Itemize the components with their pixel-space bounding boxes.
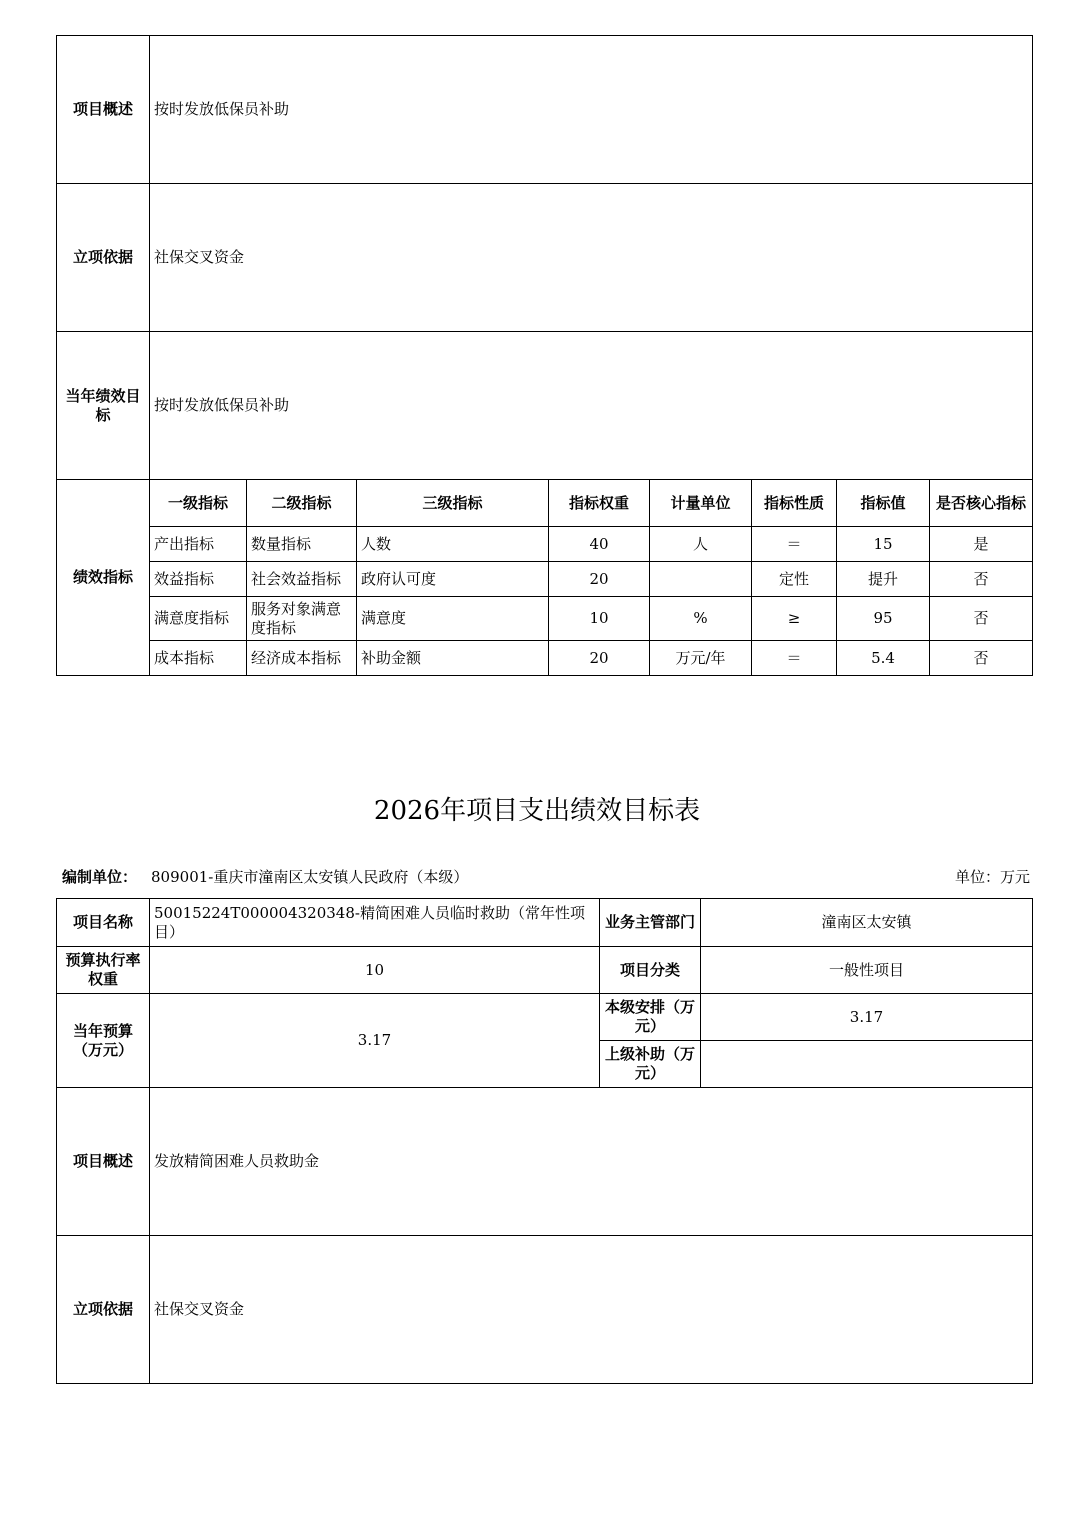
header-core: 是否核心指标 [930, 480, 1033, 527]
project-name-label: 项目名称 [57, 899, 150, 947]
currency-unit: 单位：万元 [954, 868, 1030, 886]
cell-weight: 20 [549, 641, 650, 676]
header-weight: 指标权重 [549, 480, 650, 527]
unit-line [62, 866, 1032, 888]
overview-label-2: 项目概述 [57, 1088, 150, 1236]
basis-value-2: 社保交叉资金 [150, 1236, 1033, 1384]
cell-level2: 服务对象满意度指标 [247, 597, 357, 641]
goal-value: 按时发放低保员补助 [150, 332, 1033, 480]
org-label: 编制单位： [62, 868, 138, 886]
cell-nature: ＝ [752, 527, 837, 562]
cell-level1: 效益指标 [150, 562, 247, 597]
table-row [57, 597, 1033, 641]
overview-value-2: 发放精简困难人员救助金 [150, 1088, 1033, 1236]
table-row [57, 527, 1033, 562]
header-level2: 二级指标 [247, 480, 357, 527]
cell-nature: ≥ [752, 597, 837, 641]
cell-value: 提升 [837, 562, 930, 597]
exec-weight-value: 10 [150, 947, 600, 994]
cell-unit [650, 562, 752, 597]
header-nature: 指标性质 [752, 480, 837, 527]
cell-weight: 20 [549, 562, 650, 597]
cell-weight: 40 [549, 527, 650, 562]
cell-level2: 经济成本指标 [247, 641, 357, 676]
header-level1: 一级指标 [150, 480, 247, 527]
budget-value: 3.17 [150, 994, 600, 1088]
table-row [57, 641, 1033, 676]
cell-level2: 社会效益指标 [247, 562, 357, 597]
local-value: 3.17 [701, 994, 1033, 1041]
local-label: 本级安排（万元） [600, 994, 701, 1041]
cell-level1: 产出指标 [150, 527, 247, 562]
project-name-value: 50015224T000004320348-精简困难人员临时救助（常年性项目） [150, 899, 600, 947]
top-performance-table [56, 35, 1033, 676]
cell-value: 15 [837, 527, 930, 562]
basis-label-2: 立项依据 [57, 1236, 150, 1384]
basis-value: 社保交叉资金 [150, 184, 1033, 332]
header-value: 指标值 [837, 480, 930, 527]
table-row [57, 562, 1033, 597]
cell-core: 是 [930, 527, 1033, 562]
dept-value: 潼南区太安镇 [701, 899, 1033, 947]
overview-label: 项目概述 [57, 36, 150, 184]
cell-core: 否 [930, 641, 1033, 676]
header-level3: 三级指标 [357, 480, 549, 527]
org-info [62, 866, 468, 887]
cell-unit: % [650, 597, 752, 641]
cell-level1: 满意度指标 [150, 597, 247, 641]
cell-level3: 政府认可度 [357, 562, 549, 597]
upper-label: 上级补助（万元） [600, 1041, 701, 1088]
page-title: 2026年项目支出绩效目标表 [373, 796, 701, 826]
cell-weight: 10 [549, 597, 650, 641]
project-performance-table [56, 898, 1033, 1384]
cell-core: 否 [930, 597, 1033, 641]
category-value: 一般性项目 [701, 947, 1033, 994]
cell-nature: 定性 [752, 562, 837, 597]
dept-label: 业务主管部门 [600, 899, 701, 947]
header-unit: 计量单位 [650, 480, 752, 527]
exec-weight-label: 预算执行率权重 [57, 947, 150, 994]
overview-value: 按时发放低保员补助 [150, 36, 1033, 184]
cell-level3: 补助金额 [357, 641, 549, 676]
indicators-label: 绩效指标 [57, 480, 150, 676]
cell-nature: ＝ [752, 641, 837, 676]
cell-level3: 满意度 [357, 597, 549, 641]
cell-unit: 万元/年 [650, 641, 752, 676]
basis-label: 立项依据 [57, 184, 150, 332]
org-value: 809001-重庆市潼南区太安镇人民政府（本级） [151, 868, 469, 886]
budget-label: 当年预算（万元） [57, 994, 150, 1088]
cell-level3: 人数 [357, 527, 549, 562]
cell-unit: 人 [650, 527, 752, 562]
upper-value [701, 1041, 1033, 1088]
cell-value: 95 [837, 597, 930, 641]
cell-level1: 成本指标 [150, 641, 247, 676]
cell-core: 否 [930, 562, 1033, 597]
cell-level2: 数量指标 [247, 527, 357, 562]
category-label: 项目分类 [600, 947, 701, 994]
goal-label: 当年绩效目标 [57, 332, 150, 480]
cell-value: 5.4 [837, 641, 930, 676]
